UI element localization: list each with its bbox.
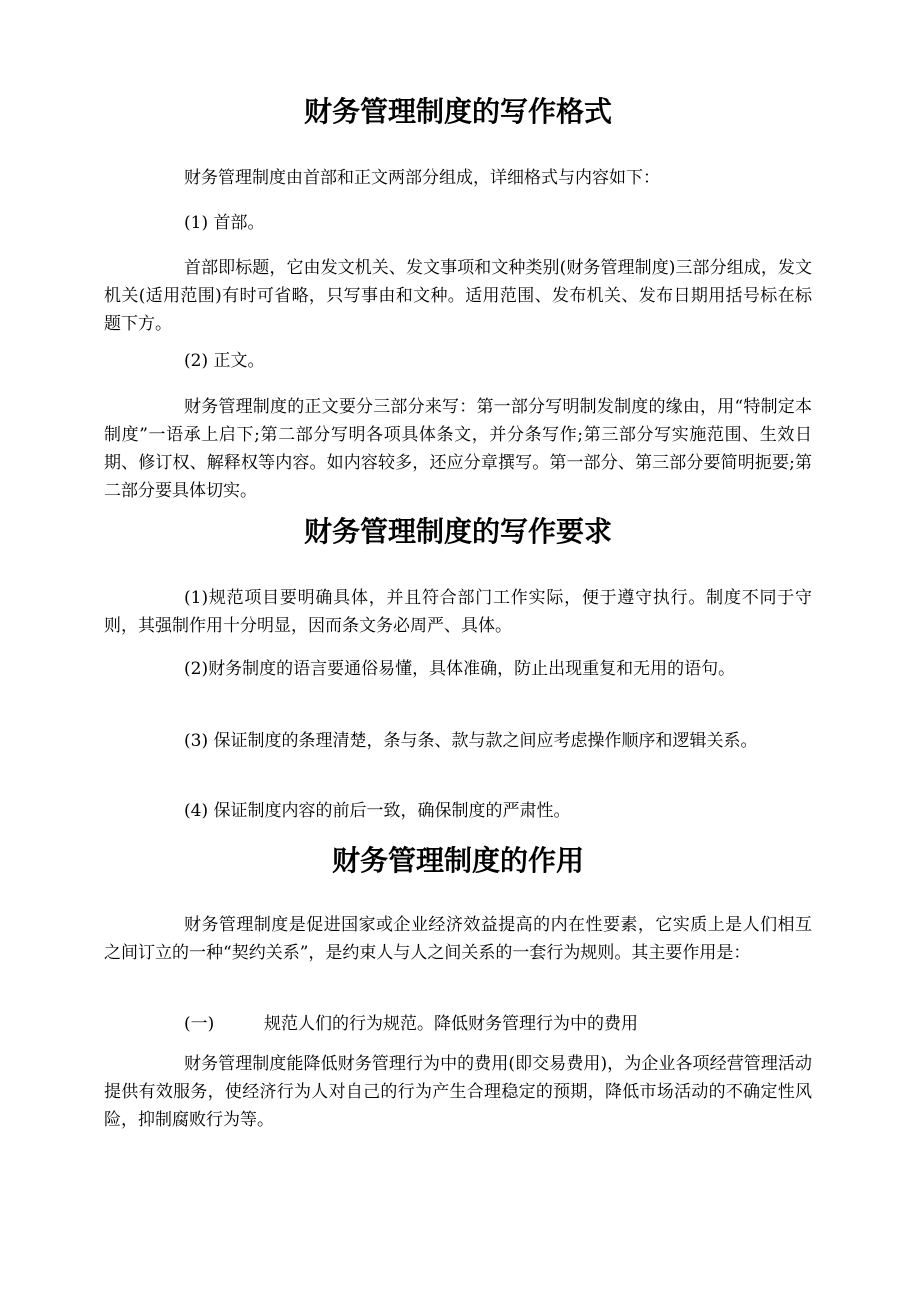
format-item-body: (2) 正文。 [184, 351, 265, 371]
body-description-paragraph: 财务管理制度的正文要分三部分来写：第一部分写明制发制度的缘由，用“特制定本制度”一语承上启下;第二部分写明各项具体条文，并分条写作;第三部分写实施范围、生效日期、修订权、解释权等内容。如内容较多，还应分章撰写。第一部分、第三部分要简明扼要;第二部分要具体切实。 [104, 397, 812, 501]
function-intro-paragraph: 财务管理制度是促进国家或企业经济效益提高的内在性要素，它实质上是人们相互之间订立的一种“契约关系”，是约束人与人之间关系的一套行为规则。其主要作用是： [104, 915, 812, 963]
requirement-4: (4) 保证制度内容的前后一致，确保制度的严肃性。 [184, 801, 571, 821]
section-title-function: 财务管理制度的作用 [331, 844, 584, 877]
format-item-header: (1) 首部。 [184, 213, 265, 233]
section-title-format: 财务管理制度的写作格式 [303, 95, 612, 128]
header-description-paragraph: 首部即标题，它由发文机关、发文事项和文种类别(财务管理制度)三部分组成，发文机关(适用范围)有时可省略，只写事由和文种。适用范围、发布机关、发布日期用括号标在标题下方。 [104, 258, 812, 334]
function-description-paragraph: 财务管理制度能降低财务管理行为中的费用(即交易费用)，为企业各项经营管理活动提供有效服务，使经济行为人对自己的行为产生合理稳定的预期，降低市场活动的不确定性风险，抑制腐败行为等。 [104, 1054, 812, 1130]
requirement-1: (1)规范项目要明确具体，并且符合部门工作实际，便于遵守执行。制度不同于守则，其强制作用十分明显，因而条文务必周严、具体。 [104, 588, 812, 636]
requirement-2: (2)财务制度的语言要通俗易懂，具体准确，防止出现重复和无用的语句。 [184, 659, 736, 679]
section-title-requirements: 财务管理制度的写作要求 [303, 515, 612, 548]
function-list-item [184, 1010, 638, 1038]
function-item-text: 规范人们的行为规范。降低财务管理行为中的费用 [264, 1014, 638, 1034]
requirement-3: (3) 保证制度的条理清楚，条与条、款与款之间应考虑操作顺序和逻辑关系。 [184, 731, 758, 751]
function-item-number: (一) [184, 1014, 215, 1034]
format-intro-paragraph: 财务管理制度由首部和正文两部分组成，详细格式与内容如下： [184, 168, 660, 188]
